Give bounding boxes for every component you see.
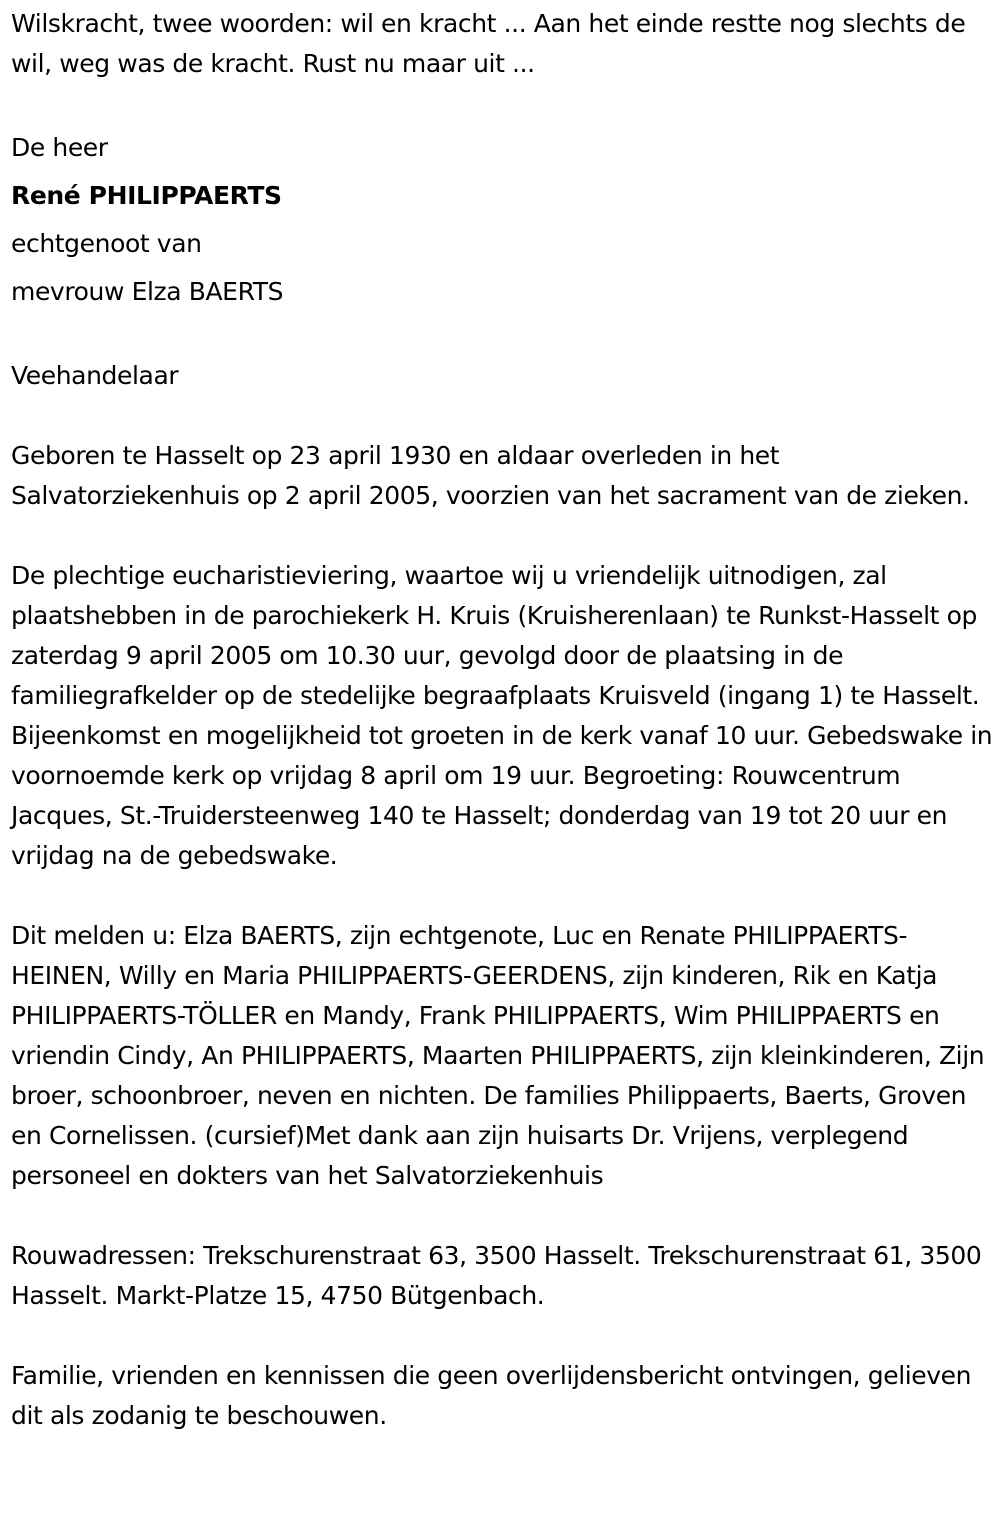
- salutation-text: De heer: [11, 133, 108, 162]
- closing-paragraph: Familie, vrienden en kennissen die geen overlijdensbericht ontvingen, gelieven dit als zodanig te beschouwen.: [11, 1361, 972, 1430]
- birth-death-paragraph: Geboren te Hasselt op 23 april 1930 en aldaar overleden in het Salvatorziekenhuis op 2 april 2005, voorzien van het sacrament van de zieken.: [11, 441, 970, 510]
- spouse-name-text: mevrouw Elza BAERTS: [11, 277, 284, 306]
- spouse-prefix-text: echtgenoot van: [11, 229, 202, 258]
- deceased-name: René PHILIPPAERTS: [11, 181, 282, 210]
- family-paragraph: Dit melden u: Elza BAERTS, zijn echtgenote, Luc en Renate PHILIPPAERTS-HEINEN, Willy en Maria PHILIPPAERTS-GEERDENS, zijn kinderen, Rik en Katja PHILIPPAERTS-TÖLLER en Mandy, Frank PHILIPPAERTS, Wim PHILIPPAERTS en vriendin Cindy, An PHILIPPAERTS, Maarten PHILIPPAERTS, zijn kleinkinderen, Zijn broer, schoonbroer, neven en nichten. De families Philippaerts, Baerts, Groven en Cornelissen. (cursief)Met dank aan zijn huisarts Dr. Vrijens, verplegend personeel en dokters van het Salvatorziekenhuis: [11, 921, 985, 1190]
- ceremony-paragraph: De plechtige eucharistieviering, waartoe wij u vriendelijk uitnodigen, zal plaatshebben in de parochiekerk H. Kruis (Kruisherenlaan) te Runkst-Hasselt op zaterdag 9 april 2005 om 10.30 uur, gevolgd door de plaatsing in de familiegrafkelder op de stedelijke begraafplaats Kruisveld (ingang 1) te Hasselt. Bijeenkomst en mogelijkheid tot groeten in de kerk vanaf 10 uur. Gebedswake in voornoemde kerk op vrijdag 8 april om 19 uur. Begroeting: Rouwcentrum Jacques, St.-Truidersteenweg 140 te Hasselt; donderdag van 19 tot 20 uur en vrijdag na de gebedswake.: [11, 561, 993, 870]
- occupation-text: Veehandelaar: [11, 361, 179, 390]
- motto-text: Wilskracht, twee woorden: wil en kracht ... Aan het einde restte nog slechts de wil, weg was de kracht. Rust nu maar uit ...: [11, 9, 966, 78]
- addresses-paragraph: Rouwadressen: Trekschurenstraat 63, 3500 Hasselt. Trekschurenstraat 61, 3500 Hasselt. Markt-Platze 15, 4750 Bütgenbach.: [11, 1241, 982, 1310]
- obituary-document: [11, 4, 996, 1436]
